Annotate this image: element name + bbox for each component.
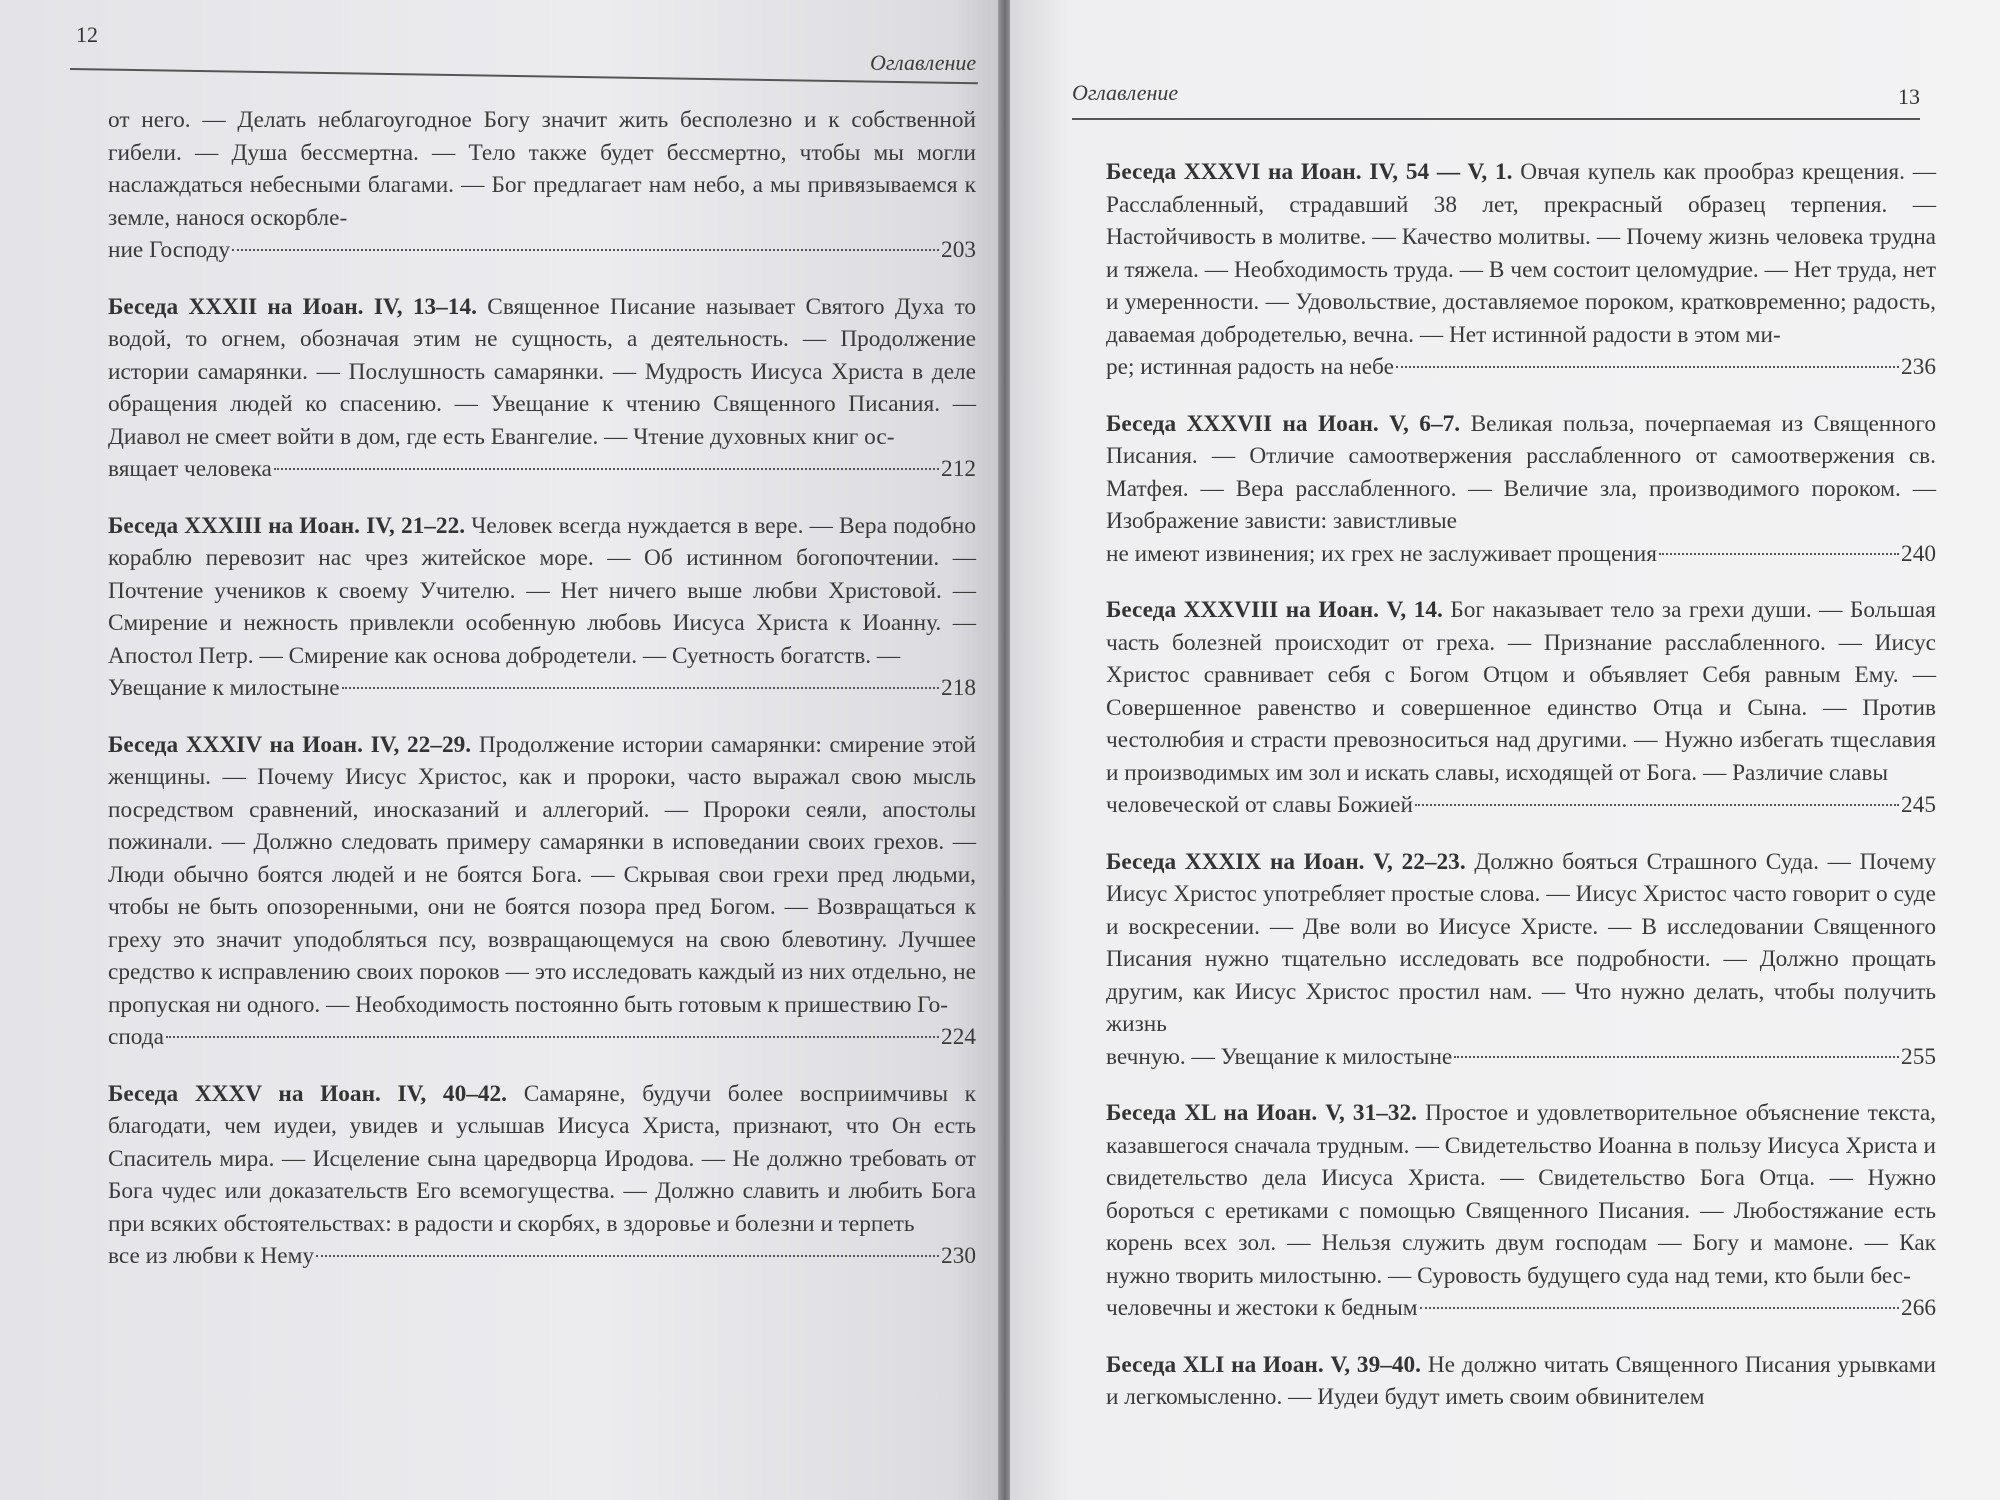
entry-page-number: 255	[1901, 1043, 1936, 1070]
entry-leader-line	[108, 234, 976, 267]
entry-leader-line	[108, 672, 976, 705]
dot-leader	[1415, 804, 1899, 806]
entry-page-number: 218	[941, 675, 976, 701]
entry-text: Должно бояться Страшного Суда. — Почему Иисус Христос употребляет простые слова. — Иисус Христос часто говорит о суде и воскресении. — Две воли во Иисусе Христе. — В исследовании Священного Писания нужно тщательно исследовать все подробности. — Должно прощать другим, как Иисус Христос простил нам. — Что нужно делать, чтобы получить жизнь	[1106, 848, 1936, 1037]
dot-leader	[342, 687, 939, 689]
dot-leader	[316, 1255, 939, 1257]
entry-last-line: вечную. — Увещание к милостыне	[1106, 1043, 1453, 1070]
entry-text: Человек всегда нуждается в вере. — Вера подобно кораблю перевозит нас чрез житейское море. — Об истинном богопочтении. — Почтение учеников к своему Учителю. — Нет ничего выше любви Христовой. — Смирение и нежность привлекли особенную любовь Иисуса Христа к Иоанну. — Апостол Петр. — Смирение как основа добродетели. — Суетность богатств. —	[108, 512, 976, 669]
entry-leader-line	[108, 453, 976, 486]
entry-heading: Беседа XXXVII на Иоан. V, 6–7.	[1106, 410, 1461, 437]
entry-leader-line	[1106, 538, 1936, 571]
entry-last-line: Увещание к милостыне	[108, 675, 340, 701]
entry-page-number: 212	[941, 456, 976, 482]
toc-entry	[108, 104, 976, 267]
dot-leader	[232, 249, 939, 251]
entry-text: Самаряне, будучи более восприимчивы к благодати, чем иудеи, увидев и услышав Иисуса Христа, признают, что Он есть Спаситель мира. — Исцеление сына царедворца Иродова. — Не должно требовать от Бога чудес или доказательств Его всемогущества. — Должно славить и любить Бога при всяких обстоятельствах: в радости и скорбях, в здоровье и болезни и терпеть	[108, 1080, 976, 1237]
entry-page-number: 266	[1901, 1295, 1936, 1321]
right-page	[1010, 0, 2000, 1500]
entry-heading: Беседа XLI на Иоан. V, 39–40.	[1106, 1351, 1421, 1378]
table-of-contents	[108, 104, 976, 1297]
entry-text: Простое и удовлетворительное объяснение текста, казавшегося сначала трудным. — Свидетельство Иоанна в пользу Иисуса Христа и свидетельство дела Иисуса Христа. — Свидетельство Бога Отца. — Нужно бороться с еретиками с помощью Священного Писания. — Любостяжание есть корень всех зол. — Нельзя служить двум господам — Богу и мамоне. — Как нужно творить милостыню. — Суровость будущего суда над теми, кто были бес-	[1106, 1100, 1936, 1289]
entry-text: от него. — Делать неблагоугодное Богу значит жить бесполезно и к собственной гибели. — Душа бессмертна. — Тело также будет бессмертно, чтобы мы могли наслаждаться небесными благами. — Бог предлагает нам небо, а мы привязываемся к земле, нанося оскорбле-	[108, 107, 976, 231]
toc-entry	[108, 1078, 976, 1273]
entry-last-line: спода	[108, 1024, 164, 1050]
entry-page-number: 236	[1901, 354, 1936, 380]
toc-entry	[108, 291, 976, 486]
entry-heading: Беседа XXXVI на Иоан. IV, 54 — V, 1.	[1106, 159, 1513, 185]
entry-heading: Беседа XL на Иоан. V, 31–32.	[1106, 1100, 1417, 1126]
entry-last-line: ние Господу	[108, 237, 231, 263]
entry-text: Священное Писание называет Святого Духа то водой, то огнем, обозначая этим не сущность, а деятельность. — Продолжение истории самарянки. — Послушность самарянки. — Мудрость Иисуса Христа в деле обращения людей ко спасению. — Увещание к чтению Священного Писания. — Диавол не смеет войти в дом, где есть Евангелие. — Чтение духовных книг ос-	[108, 293, 976, 450]
entry-page-number: 224	[941, 1024, 976, 1050]
toc-entry	[108, 510, 976, 705]
entry-last-line: человеческой от славы Божией	[1106, 792, 1413, 818]
entry-heading: Беседа XXXII на Иоан. IV, 13–14.	[108, 293, 477, 320]
entry-text: Бог наказывает тело за грехи души. — Большая часть болезней происходит от греха. — Признание расслабленного. — Иисус Христос сравнивает себя с Богом Отцом и объявляет Себя равным Ему. — Совершенное равенство и совершенное единство Отца и Сына. — Против честолюбия и страсти превозноситься над другими. — Нужно избегать тщеславия и производимых им зол и искать славы, исходящей от Бога. — Различие славы	[1106, 597, 1936, 786]
entry-heading: Беседа XXXVIII на Иоан. V, 14.	[1106, 597, 1443, 623]
entry-text: Не должно читать Священного Писания урывками и легкомысленно. — Иудеи будут иметь своим обвинителем	[1106, 1351, 1937, 1410]
entry-last-line: ре; истинная радость на небе	[1106, 354, 1394, 380]
entry-page-number: 203	[941, 237, 976, 263]
entry-leader-line	[108, 1240, 976, 1273]
toc-entry	[1106, 846, 1936, 1074]
entry-text: Великая польза, почерпаемая из Священного Писания. — Отличие самоотвержения расслабленного от самоотвержения св. Матфея. — Вера расслабленного. — Величие зла, производимого пороком. — Изображение зависти: завистливые	[1106, 410, 1936, 534]
entry-heading: Беседа XXXIX на Иоан. V, 22–23.	[1106, 848, 1466, 875]
entry-heading: Беседа XXXIV на Иоан. IV, 22–29.	[108, 731, 472, 758]
dot-leader	[166, 1036, 939, 1038]
entry-last-line: не имеют извинения; их грех не заслуживает прощения	[1106, 540, 1657, 567]
dot-leader	[1454, 1056, 1899, 1058]
entry-page-number: 230	[941, 1243, 976, 1269]
entry-leader-line	[1106, 789, 1936, 822]
entry-page-number: 245	[1901, 792, 1936, 818]
entry-text: Овчая купель как прообраз крещения. — Расслабленный, страдавший 38 лет, прекрасный образец терпения. — Настойчивость в молитве. — Качество молитвы. — Почему жизнь человека трудна и тяжела. — Необходимость труда. — В чем состоит целомудрие. — Нет труда, нет и умеренности. — Удовольствие, доставляемое пороком, кратковременно; радость, даваемая добродетелью, вечна. — Нет истинной радости в этом ми-	[1106, 159, 1936, 348]
toc-entry	[1106, 1349, 1936, 1414]
entry-last-line: все из любви к Нему	[108, 1243, 315, 1269]
entry-leader-line	[1106, 1041, 1936, 1074]
entry-last-line: человечны и жестоки к бедным	[1106, 1295, 1418, 1321]
running-head: Оглавление	[1072, 80, 1179, 105]
entry-leader-line	[1106, 351, 1936, 384]
page-number: 12	[76, 22, 98, 47]
entry-page-number: 240	[1901, 540, 1936, 567]
entry-leader-line	[1106, 1292, 1936, 1325]
table-of-contents	[1106, 156, 1936, 1438]
entry-text: Продолжение истории самарянки: смирение этой женщины. — Почему Иисус Христос, как и пророки, часто выражал свою мысль посредством сравнений, иносказаний и аллегорий. — Пророки сеяли, апостолы пожинали. — Должно следовать примеру самарянки в исповедании своих грехов. — Люди обычно боятся людей и не боятся Бога. — Скрывая свои грехи пред людьми, чтобы не быть опозоренными, они не боятся позора пред Богом. — Возвращаться к греху это значит уподобляться псу, возвращающемуся на свою блевотину. Лучшее средство к исправлению своих пороков — это исследовать каждый из них отдельно, не пропуская ни одного. — Необходимость постоянно быть готовым к пришествию Го-	[108, 731, 977, 1018]
page-number: 13	[1898, 84, 1920, 109]
toc-entry	[1106, 156, 1936, 384]
toc-entry	[108, 729, 976, 1054]
dot-leader	[1396, 366, 1899, 368]
toc-entry	[1106, 594, 1936, 822]
toc-entry	[1106, 1097, 1936, 1325]
header-rule	[70, 68, 978, 84]
header-rule	[1072, 118, 1920, 120]
running-head: Оглавление	[870, 50, 977, 75]
dot-leader	[274, 468, 939, 470]
entry-heading: Беседа XXXIII на Иоан. IV, 21–22.	[108, 512, 466, 539]
entry-heading: Беседа XXXV на Иоан. IV, 40–42.	[108, 1080, 507, 1107]
toc-entry	[1106, 408, 1936, 571]
entry-last-line: вящает человека	[108, 456, 272, 482]
dot-leader	[1659, 553, 1899, 555]
entry-leader-line	[108, 1021, 976, 1054]
dot-leader	[1420, 1307, 1900, 1309]
